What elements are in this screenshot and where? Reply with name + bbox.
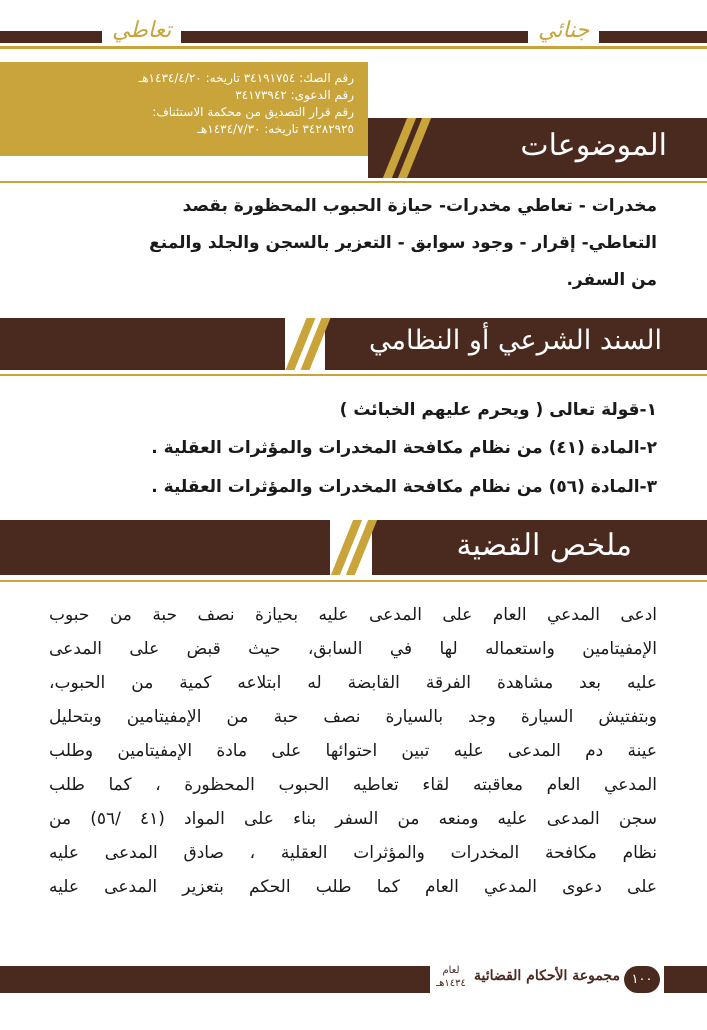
- footer-bar-left: [0, 966, 430, 993]
- footer-year-value: ١٤٣٤هـ: [436, 978, 466, 989]
- topics-line-1: مخدرات - تعاطي مخدرات- حيازة الحبوب المحظورة بقصد: [182, 196, 657, 216]
- legal-basis-item-1: ١-قولة تعالى ( ويحرم عليهم الخبائث ): [339, 400, 657, 420]
- summary-line: ادعى المدعي العام على المدعى عليه بحيازة نصف حبة من حبوب: [49, 605, 657, 625]
- topics-line-3: من السفر.: [566, 270, 657, 290]
- summary-line: سجن المدعى عليه ومنعه من السفر بناء على المواد (٤١ /٥٦) من: [49, 809, 657, 829]
- footer-page-number: ١٠٠: [624, 966, 660, 993]
- summary-line: نظام مكافحة المخدرات والمؤثرات العقلية ، صادق المدعى عليه: [49, 843, 657, 863]
- legal-basis-item-2: ٢-المادة (٤١) من نظام مكافحة المخدرات والمؤثرات العقلية .: [151, 438, 657, 458]
- legal-basis-underline: [0, 374, 707, 376]
- summary-line: وبتفتيش السيارة وجد بالسيارة نصف حبة من الإمفيتامين وبتحليل: [49, 707, 657, 727]
- case-info-box: [0, 62, 368, 156]
- summary-line: الإمفيتامين واستعماله لها في السابق، حيث قبض على المدعى: [49, 639, 657, 659]
- summary-line: عينة دم المدعى عليه تبين احتوائها على مادة الإمفيتامين وطلب: [49, 741, 657, 761]
- topics-underline: [0, 181, 707, 183]
- summary-line: عليه بعد مشاهدة الفرقة القابضة له ابتلاعه كمية من الحبوب،: [49, 673, 657, 693]
- header-gold-line: [0, 46, 707, 49]
- case-appeal-number: ٣٤٢٨٢٩٢٥ تاريخه: ١٤٣٤/٧/٣٠هـ: [197, 122, 354, 136]
- case-claim-number: رقم الدعوى: ٣٤١٧٣٩٤٢: [235, 88, 354, 102]
- summary-line: على دعوى المدعي العام كما طلب الحكم بتعزير المدعى عليه: [49, 877, 657, 897]
- topics-line-2: التعاطي- إقرار - وجود سوابق - التعزير بالسجن والجلد والمنع: [149, 233, 657, 253]
- footer-year-box: [432, 964, 470, 995]
- header-topic-word: تعاطي: [102, 18, 181, 43]
- summary-title: ملخص القضية: [456, 528, 632, 563]
- legal-basis-title: السند الشرعي أو النظامي: [369, 325, 662, 356]
- legal-basis-section-bar: [0, 318, 285, 370]
- footer-bar-right: [664, 966, 707, 993]
- summary-line: المدعي العام معاقبته لقاء تعاطيه الحبوب المحظورة ، كما طلب: [49, 775, 657, 795]
- summary-section-bar: [0, 520, 330, 575]
- header-category-word: جنائي: [528, 18, 599, 43]
- footer-year-label: لعام: [442, 965, 460, 976]
- topics-title: الموضوعات: [520, 128, 667, 163]
- case-deed-number: رقم الصك: ٣٤١٩١٧٥٤ تاريخه: ١٤٣٤/٤/٢٠هـ: [138, 71, 354, 85]
- footer-collection-title: مجموعة الأحكام القضائية: [474, 968, 620, 984]
- case-appeal-label: رقم قرار التصديق من محكمة الاستئناف:: [152, 105, 354, 119]
- legal-basis-item-3: ٣-المادة (٥٦) من نظام مكافحة المخدرات والمؤثرات العقلية .: [151, 477, 657, 497]
- summary-underline: [0, 580, 707, 582]
